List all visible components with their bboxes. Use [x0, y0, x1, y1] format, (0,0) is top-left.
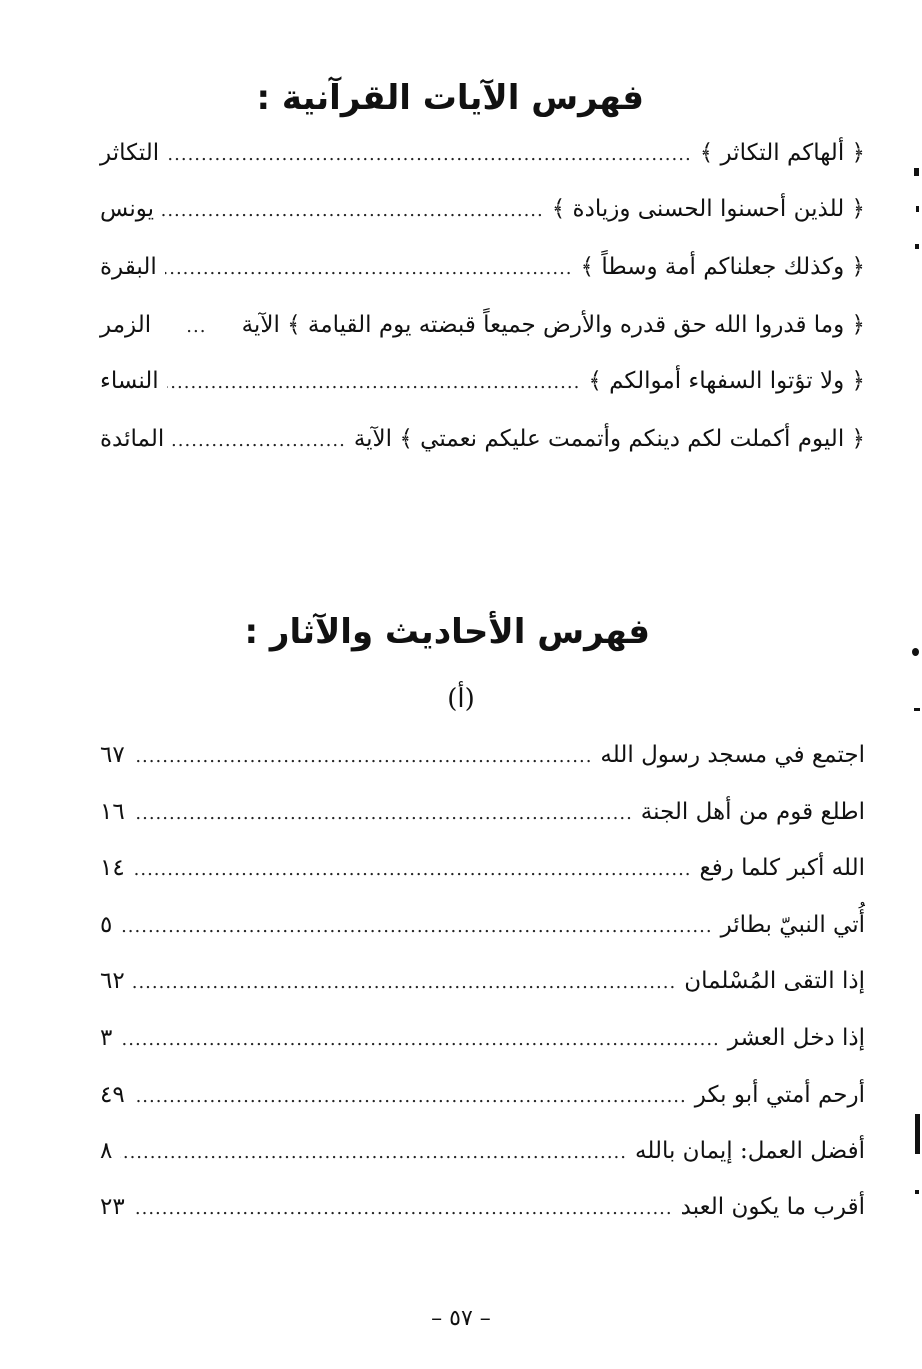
hadith-index-entry — [100, 855, 865, 895]
leader-dots — [120, 916, 712, 937]
hadith-text: أرحم أمتي أبو بكر — [694, 1082, 865, 1108]
surah-name: المائدة — [100, 426, 165, 452]
page-ref: ٣ — [100, 1025, 113, 1051]
hadith-index-entry — [100, 799, 865, 839]
leader-dots — [120, 1029, 719, 1050]
hadith-index-entry — [100, 968, 865, 1008]
leader-dots — [120, 1142, 627, 1163]
page-ref: ٦٧ — [100, 742, 125, 768]
leader-dots — [133, 972, 676, 993]
hadith-index-entry — [100, 1138, 865, 1178]
leader-dots — [165, 258, 573, 279]
hadith-index-entry — [100, 742, 865, 782]
hadith-text: إذا دخل العشر — [727, 1025, 865, 1051]
leader-dots — [167, 144, 692, 165]
page-ref: ٤٩ — [100, 1082, 125, 1108]
leader-dots — [133, 803, 633, 824]
hadith-text: أُتي النبيّ بطائر — [720, 912, 865, 938]
hadith-index-entry — [100, 912, 865, 952]
quran-index-entry — [100, 140, 865, 180]
leader-dots — [162, 200, 544, 221]
hadith-text: أقرب ما يكون العبد — [680, 1194, 865, 1220]
verse-text: ﴿ للذين أحسنوا الحسنى وزيادة ﴾ — [551, 196, 865, 222]
leader-dots — [133, 1198, 673, 1219]
scan-speck — [915, 1190, 919, 1194]
page-ref: ٥ — [100, 912, 113, 938]
hadith-index-entry — [100, 1194, 865, 1234]
verse-text: ﴿ وما قدروا الله حق قدره والأرض جميعاً قبضته يوم القيامة ﴾ الآية — [241, 312, 865, 338]
surah-name: البقرة — [100, 254, 157, 280]
page-ref: ٢٣ — [100, 1194, 125, 1220]
hadith-index-title: فهرس الأحاديث والآثار : — [244, 612, 650, 652]
scan-speck — [912, 648, 919, 656]
leader-dots — [167, 372, 581, 393]
scan-speck — [914, 168, 919, 176]
page-ref: ٨ — [100, 1138, 113, 1164]
hadith-text: اطلع قوم من أهل الجنة — [640, 799, 865, 825]
hadith-index-entry — [100, 1025, 865, 1065]
page-ref: ٦٢ — [100, 968, 125, 994]
hadith-text: أفضل العمل: إيمان بالله — [635, 1138, 865, 1164]
page-ref: ١٤ — [100, 855, 125, 881]
quran-index-entry — [100, 426, 865, 466]
page-ref: ١٦ — [100, 799, 125, 825]
surah-name: الزمر — [100, 312, 152, 338]
quran-index-entry — [100, 368, 865, 408]
scan-speck — [915, 1114, 920, 1154]
leader-dots — [133, 1086, 687, 1107]
quran-index-title: فهرس الآيات القرآنية : — [256, 78, 644, 118]
page-number: – ٥٧ – — [431, 1306, 491, 1331]
leader-dots — [133, 746, 593, 767]
leader-dots — [172, 430, 346, 451]
hadith-text: اجتمع في مسجد رسول الله — [600, 742, 865, 768]
verse-text: ﴿ وكذلك جعلناكم أمة وسطاً ﴾ — [580, 254, 865, 280]
scan-speck — [915, 244, 919, 249]
leader-dots — [186, 316, 206, 337]
quran-index-entry — [100, 312, 865, 352]
surah-name: النساء — [100, 368, 159, 394]
leader-dots — [133, 859, 692, 880]
verse-text: ﴿ ولا تؤتوا السفهاء أموالكم ﴾ — [588, 368, 865, 394]
scan-speck — [916, 206, 919, 212]
surah-name: يونس — [100, 196, 155, 222]
hadith-index-entry — [100, 1082, 865, 1122]
scan-speck — [914, 708, 920, 711]
quran-index-entry — [100, 196, 865, 236]
quran-index-entry — [100, 254, 865, 294]
section-letter: (أ) — [447, 684, 475, 714]
hadith-text: إذا التقى المُسْلمان — [684, 968, 865, 994]
surah-name: التكاثر — [100, 140, 160, 166]
verse-text: ﴿ ألهاكم التكاثر ﴾ — [699, 140, 865, 166]
verse-text: ﴿ اليوم أكملت لكم دينكم وأتممت عليكم نعمتي ﴾ الآية — [353, 426, 865, 452]
hadith-text: الله أكبر كلما رفع — [699, 855, 865, 881]
